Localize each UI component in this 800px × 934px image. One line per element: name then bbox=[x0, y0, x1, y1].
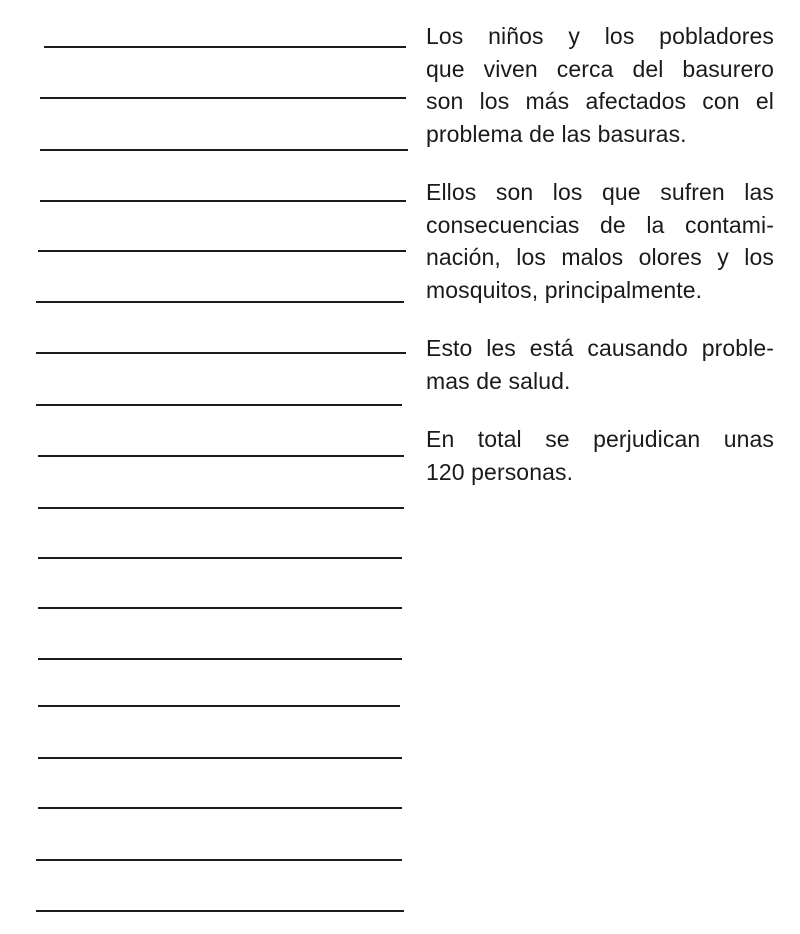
writing-line[interactable] bbox=[36, 301, 404, 303]
text-line: En total se perjudican unas bbox=[426, 426, 774, 452]
writing-line[interactable] bbox=[36, 352, 406, 354]
text-line: mosquitos, principalmente. bbox=[426, 276, 703, 303]
text-line: 120 personas. bbox=[426, 458, 574, 485]
writing-line[interactable] bbox=[40, 97, 406, 99]
paragraph-3 bbox=[426, 332, 774, 397]
writing-line[interactable] bbox=[36, 910, 404, 912]
writing-line[interactable] bbox=[38, 455, 404, 457]
writing-line[interactable] bbox=[40, 200, 406, 202]
text-line: Esto les está causando proble- bbox=[426, 335, 774, 361]
writing-line[interactable] bbox=[36, 859, 402, 861]
text-line: que viven cerca del basurero bbox=[426, 55, 774, 82]
paragraph-1 bbox=[426, 20, 774, 150]
writing-line[interactable] bbox=[38, 807, 402, 809]
text-line: Ellos son los que sufren las bbox=[426, 179, 774, 205]
writing-line[interactable] bbox=[38, 557, 402, 559]
paragraph-4 bbox=[426, 423, 774, 488]
writing-line[interactable] bbox=[38, 607, 402, 609]
writing-line[interactable] bbox=[38, 757, 402, 759]
reading-text bbox=[426, 20, 774, 514]
writing-line[interactable] bbox=[38, 507, 404, 509]
text-line: Los niños y los pobladores bbox=[426, 23, 774, 49]
text-line: problema de las basuras. bbox=[426, 120, 687, 147]
text-line: nación, los malos olores y los bbox=[426, 244, 774, 270]
paragraph-2 bbox=[426, 176, 774, 306]
writing-line[interactable] bbox=[38, 250, 406, 252]
writing-line[interactable] bbox=[44, 46, 406, 48]
writing-line[interactable] bbox=[38, 658, 402, 660]
writing-line[interactable] bbox=[36, 404, 402, 406]
text-line: consecuencias de la contami- bbox=[426, 211, 774, 238]
text-line: mas de salud. bbox=[426, 367, 571, 394]
writing-line[interactable] bbox=[40, 149, 408, 151]
text-line: son los más afectados con el bbox=[426, 88, 774, 114]
writing-line[interactable] bbox=[38, 705, 400, 707]
